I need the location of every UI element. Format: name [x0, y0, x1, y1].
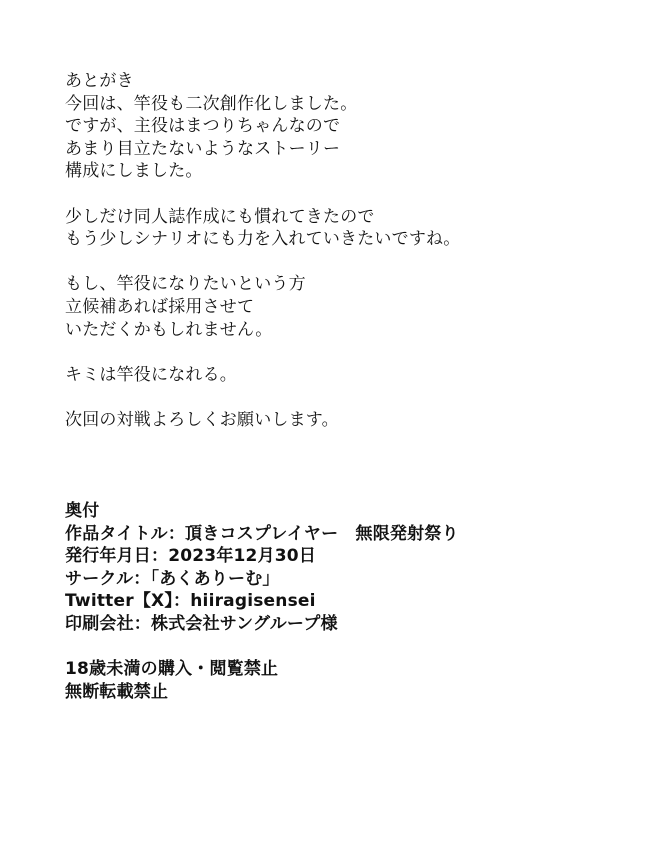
paragraph-spacer — [65, 183, 625, 206]
afterword-text-line: 今回は、竿役も二次創作化しました。 — [65, 93, 358, 114]
age-restriction-notice: 18歳未満の購入・閲覧禁止 — [65, 659, 279, 680]
paragraph-spacer — [65, 341, 625, 364]
afterword-text-line: 立候補あれば採用させて — [65, 296, 255, 317]
afterword-text-line: あまり目立たないようなストーリー — [65, 138, 341, 159]
paragraph-spacer — [65, 386, 625, 409]
paragraph-spacer — [65, 251, 625, 274]
colophon-date-line: 発行年月日：2023年12月30日 — [65, 546, 317, 567]
afterword-text-line: キミは竿役になれる。 — [65, 364, 237, 385]
afterword-text-line: もし、竿役になりたいという方 — [65, 274, 306, 295]
afterword-text-line: もう少しシナリオにも力を入れていきたいですね。 — [65, 229, 461, 250]
paragraph-spacer — [65, 636, 625, 659]
colophon-title-line: 作品タイトル：頂きコスプレイヤー 無限発射祭り — [65, 523, 459, 544]
afterword-text-line: 次回の対戦よろしくお願いします。 — [65, 409, 339, 430]
afterword-text-line: 構成にしました。 — [65, 161, 203, 182]
afterword-heading: あとがき — [65, 71, 134, 91]
colophon-circle-line: サークル：「あくありーむ」 — [65, 568, 280, 589]
afterword-section — [65, 70, 625, 432]
colophon-twitter-line: Twitter【X】：hiiragisensei — [65, 591, 316, 612]
colophon-section — [65, 500, 625, 703]
colophon-heading: 奥付 — [65, 501, 100, 521]
afterword-text-line: ですが、主役はまつりちゃんなので — [65, 116, 341, 137]
afterword-text-line: 少しだけ同人誌作成にも慣れてきたので — [65, 206, 375, 227]
afterword-text-line: いただくかもしれません。 — [65, 319, 273, 340]
colophon-printer-line: 印刷会社：株式会社サングループ様 — [65, 613, 338, 634]
no-reproduction-notice: 無断転載禁止 — [65, 681, 169, 702]
